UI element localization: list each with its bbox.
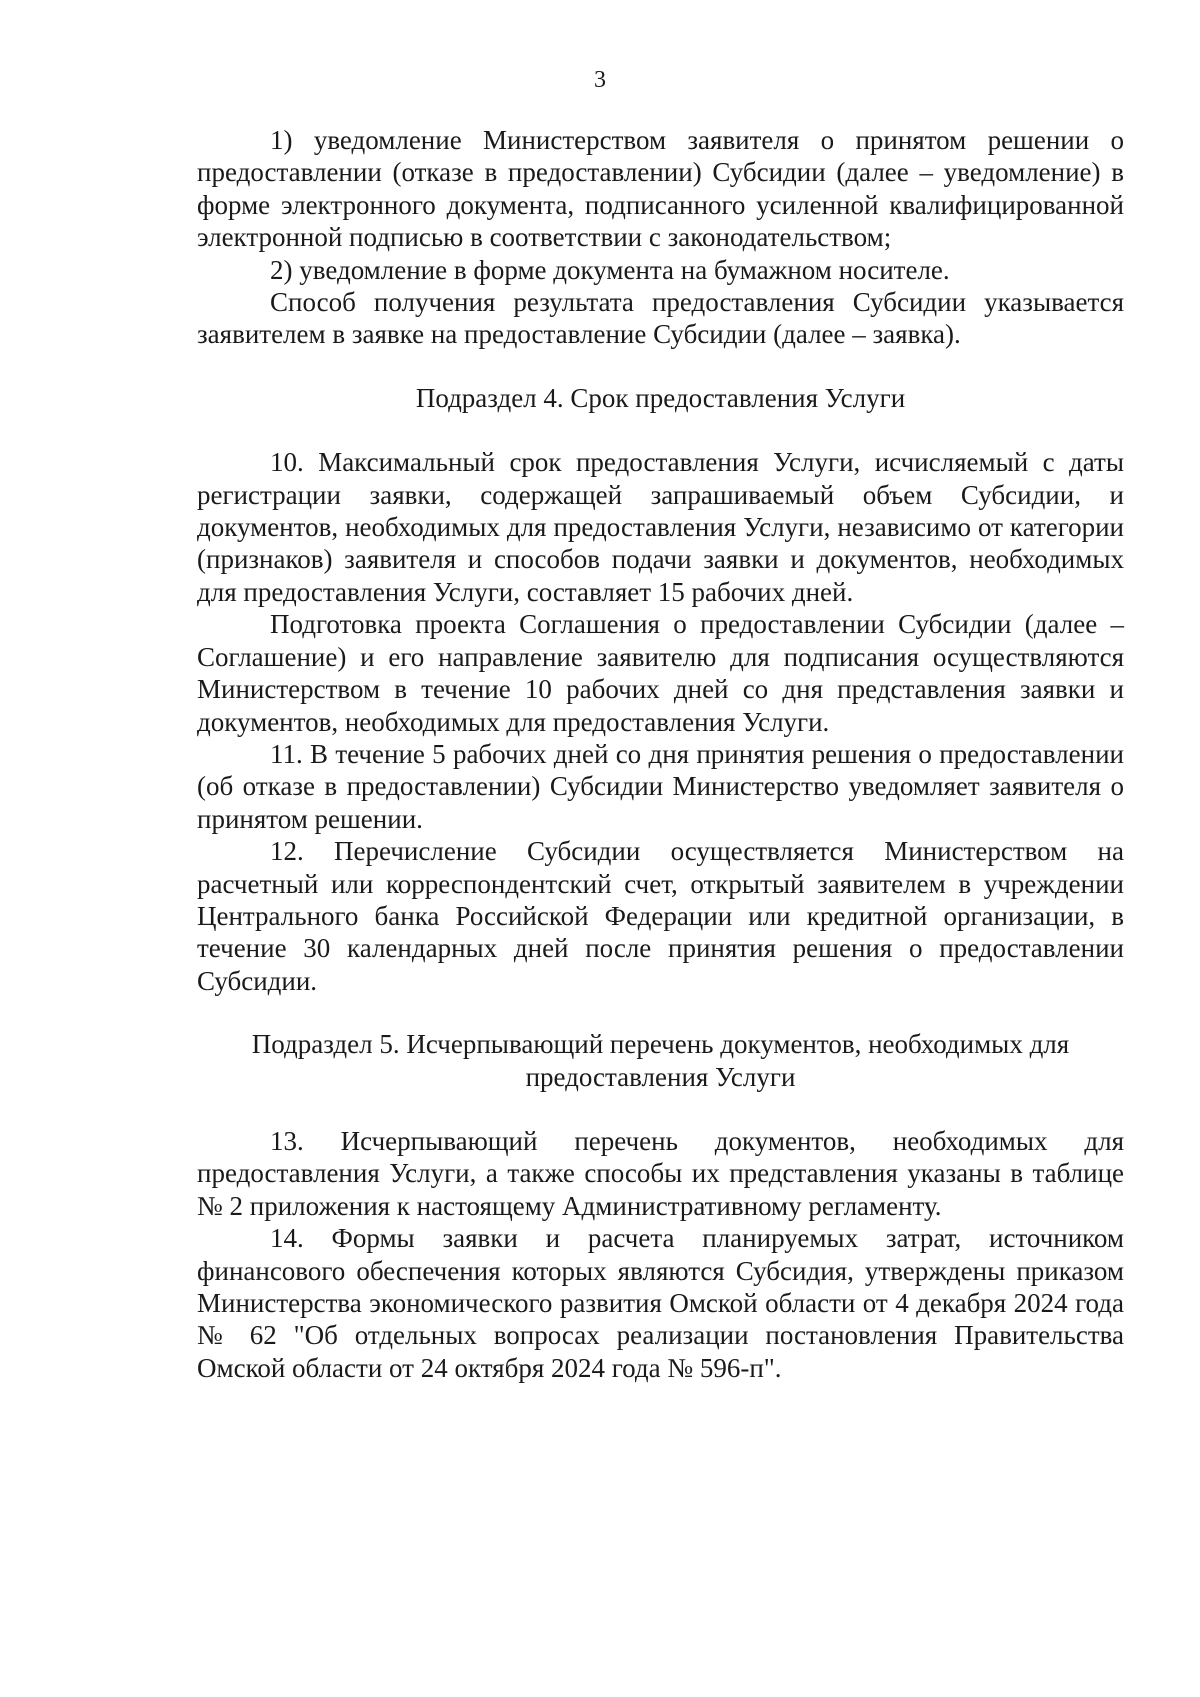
paragraph-agreement-preparation: Подготовка проекта Соглашения о предоставлении Субсидии (далее – Соглашение) и его направление заявителю для подписания осуществляются Министерством в течение 10 рабочих дней со дня представления заявки и документов, необходимых для предоставления Услуги. [197,609,1124,737]
paragraph-11: 11. В течение 5 рабочих дней со дня принятия решения о предоставлении (об отказе в предоставлении) Субсидии Министерство уведомляет заявителя о принятом решении. [197,738,1124,834]
paragraph-14: 14. Формы заявки и расчета планируемых затрат, источником финансового обеспечения которых являются Субсидия, утверждены приказом Министерства экономического развития Омской области от 4 декабря 2024 года № 62 "Об отдельных вопросах реализации постановления Правительства Омской области от 24 октября 2024 года № 596-п". [197,1223,1124,1383]
paragraph-notification-paper: 2) уведомление в форме документа на бумажном носителе. [270,254,950,285]
paragraph-result-method: Способ получения результата предоставления Субсидии указывается заявителем в заявке на предоставление Субсидии (далее – заявка). [197,287,1124,350]
page-number: 3 [594,67,606,93]
subsection-4-heading: Подраздел 4. Срок предоставления Услуги [415,382,906,413]
subsection-5-heading: Подраздел 5. Исчерпывающий перечень документов, необходимых для предоставления Услуги [251,1029,1070,1092]
paragraph-10: 10. Максимальный срок предоставления Услуги, исчисляемый с даты регистрации заявки, содержащей запрашиваемый объем Субсидии, и документов, необходимых для предоставления Услуги, независимо от категории (признаков) заявителя и способов подачи заявки и документов, необходимых для предоставления Услуги, составляет 15 рабочих дней. [197,447,1124,607]
document-body [197,124,1124,1384]
paragraph-12: 12. Перечисление Субсидии осуществляется Министерством на расчетный или корреспондентский счет, открытый заявителем в учреждении Центрального банка Российской Федерации или кредитной организации, в течение 30 календарных дней после принятия решения о предоставлении Субсидии. [197,836,1124,996]
paragraph-13: 13. Исчерпывающий перечень документов, необходимых для предоставления Услуги, а также способы их представления указаны в таблице № 2 приложения к настоящему Административному регламенту. [197,1125,1124,1221]
paragraph-notification-electronic: 1) уведомление Министерством заявителя о принятом решении о предоставлении (отказе в предоставлении) Субсидии (далее – уведомление) в форме электронного документа, подписанного усиленной квалифицированной электронной подписью в соответствии с законодательством; [197,125,1124,253]
